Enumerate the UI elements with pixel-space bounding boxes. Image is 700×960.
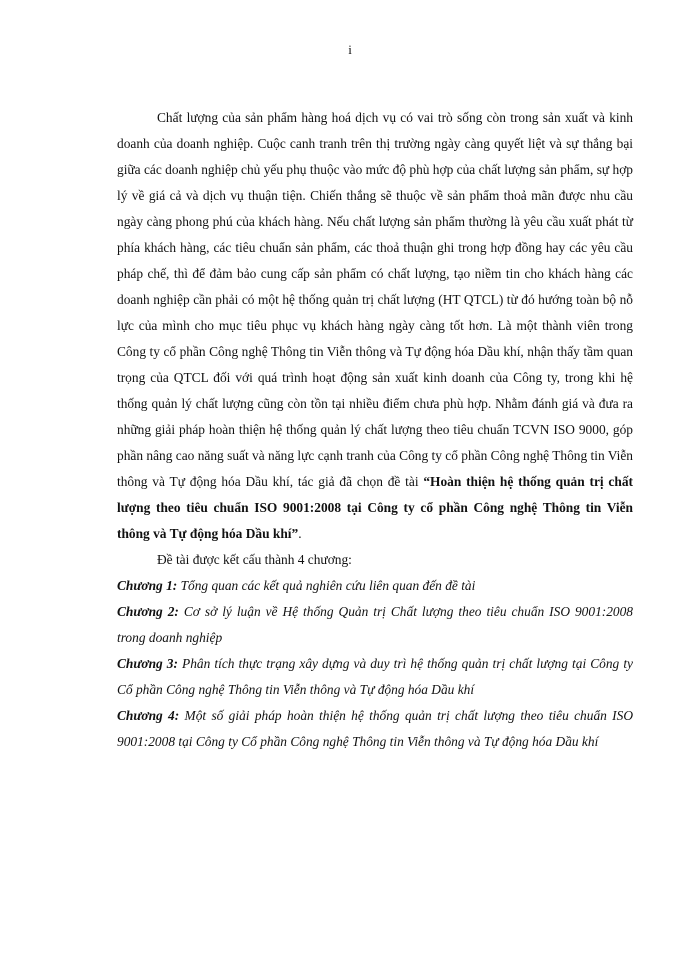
chapter-4-label: Chương 4: bbox=[117, 708, 180, 723]
intro-paragraph-text: Chất lượng của sản phẩm hàng hoá dịch vụ có vai trò sống còn trong sản xuất và kinh doanh của doanh nghiệp. Cuộc canh tranh trên thị trường ngày càng quyết liệt và sự thắng bại giữa các doanh nghiệp chủ yếu phụ thuộc vào mức độ phù hợp của chất lượng sản phẩm, sự hợp lý về giá cả và dịch vụ thuận tiện. Chiến thắng sẽ thuộc về sản phẩm thoả mãn được nhu cầu ngày càng phong phú của khách hàng. Nếu chất lượng sản phẩm thường là yêu cầu xuất phát từ phía khách hàng, các tiêu chuẩn sản phẩm, các thoả thuận ghi trong hợp đồng hay các yêu cầu pháp chế, thì để đảm bảo cung cấp sản phẩm có chất lượng, tạo niềm tin cho khách hàng các doanh nghiệp cần phải có một hệ thống quản trị chất lượng (HT QTCL) từ đó hướng toàn bộ nỗ lực của mình cho mục tiêu phục vụ khách hàng ngày càng tốt hơn. Là một thành viên trong Công ty cổ phần Công nghệ Thông tin Viễn thông và Tự động hóa Dầu khí, nhận thấy tầm quan trọng của QTCL đối với quá trình hoạt động sản xuất kinh doanh của Công ty, trong khi hệ thống quản lý chất lượng cũng còn tồn tại nhiều điểm chưa phù hợp. Nhằm đánh giá và đưa ra những giải pháp hoàn thiện hệ thống quản lý chất lượng theo tiêu chuẩn TCVN ISO 9000, góp phần nâng cao năng suất và năng lực cạnh tranh của Công ty cổ phần Công nghệ Thông tin Viễn thông và Tự động hóa Dầu khí, tác giả đã chọn đề tài bbox=[117, 110, 633, 489]
thesis-title: “Hoàn thiện hệ thống quản trị chất lượng theo tiêu chuẩn ISO 9001:2008 tại Công ty cổ phần Công nghệ Thông tin Viễn thông và Tự động hóa Dầu khí” bbox=[117, 474, 633, 541]
chapter-1-text: Tổng quan các kết quả nghiên cứu liên quan đến đề tài bbox=[177, 578, 476, 593]
chapter-4 bbox=[117, 703, 633, 755]
document-body bbox=[117, 105, 633, 755]
structure-intro: Đề tài được kết cấu thành 4 chương: bbox=[157, 552, 352, 567]
chapter-2-label: Chương 2: bbox=[117, 604, 179, 619]
page-number: i bbox=[348, 42, 352, 57]
chapter-3 bbox=[117, 651, 633, 703]
chapter-3-text: Phân tích thực trạng xây dựng và duy trì hệ thống quản trị chất lượng tại Công ty Cổ phần Công nghệ Thông tin Viễn thông và Tự động hóa Dầu khí bbox=[117, 656, 633, 697]
intro-paragraph-end: . bbox=[298, 526, 302, 541]
chapter-1 bbox=[117, 573, 633, 599]
chapter-4-text: Một số giải pháp hoàn thiện hệ thống quản trị chất lượng theo tiêu chuẩn ISO 9001:2008 tại Công ty Cổ phần Công nghệ Thông tin Viễn thông và Tự động hóa Dầu khí bbox=[117, 708, 633, 749]
chapter-1-label: Chương 1: bbox=[117, 578, 178, 593]
chapter-3-label: Chương 3: bbox=[117, 656, 178, 671]
chapter-2-text: Cơ sở lý luận về Hệ thống Quản trị Chất lượng theo tiêu chuẩn ISO 9001:2008 trong doanh nghiệp bbox=[117, 604, 634, 645]
intro-paragraph bbox=[117, 105, 633, 547]
chapter-2 bbox=[117, 599, 633, 651]
